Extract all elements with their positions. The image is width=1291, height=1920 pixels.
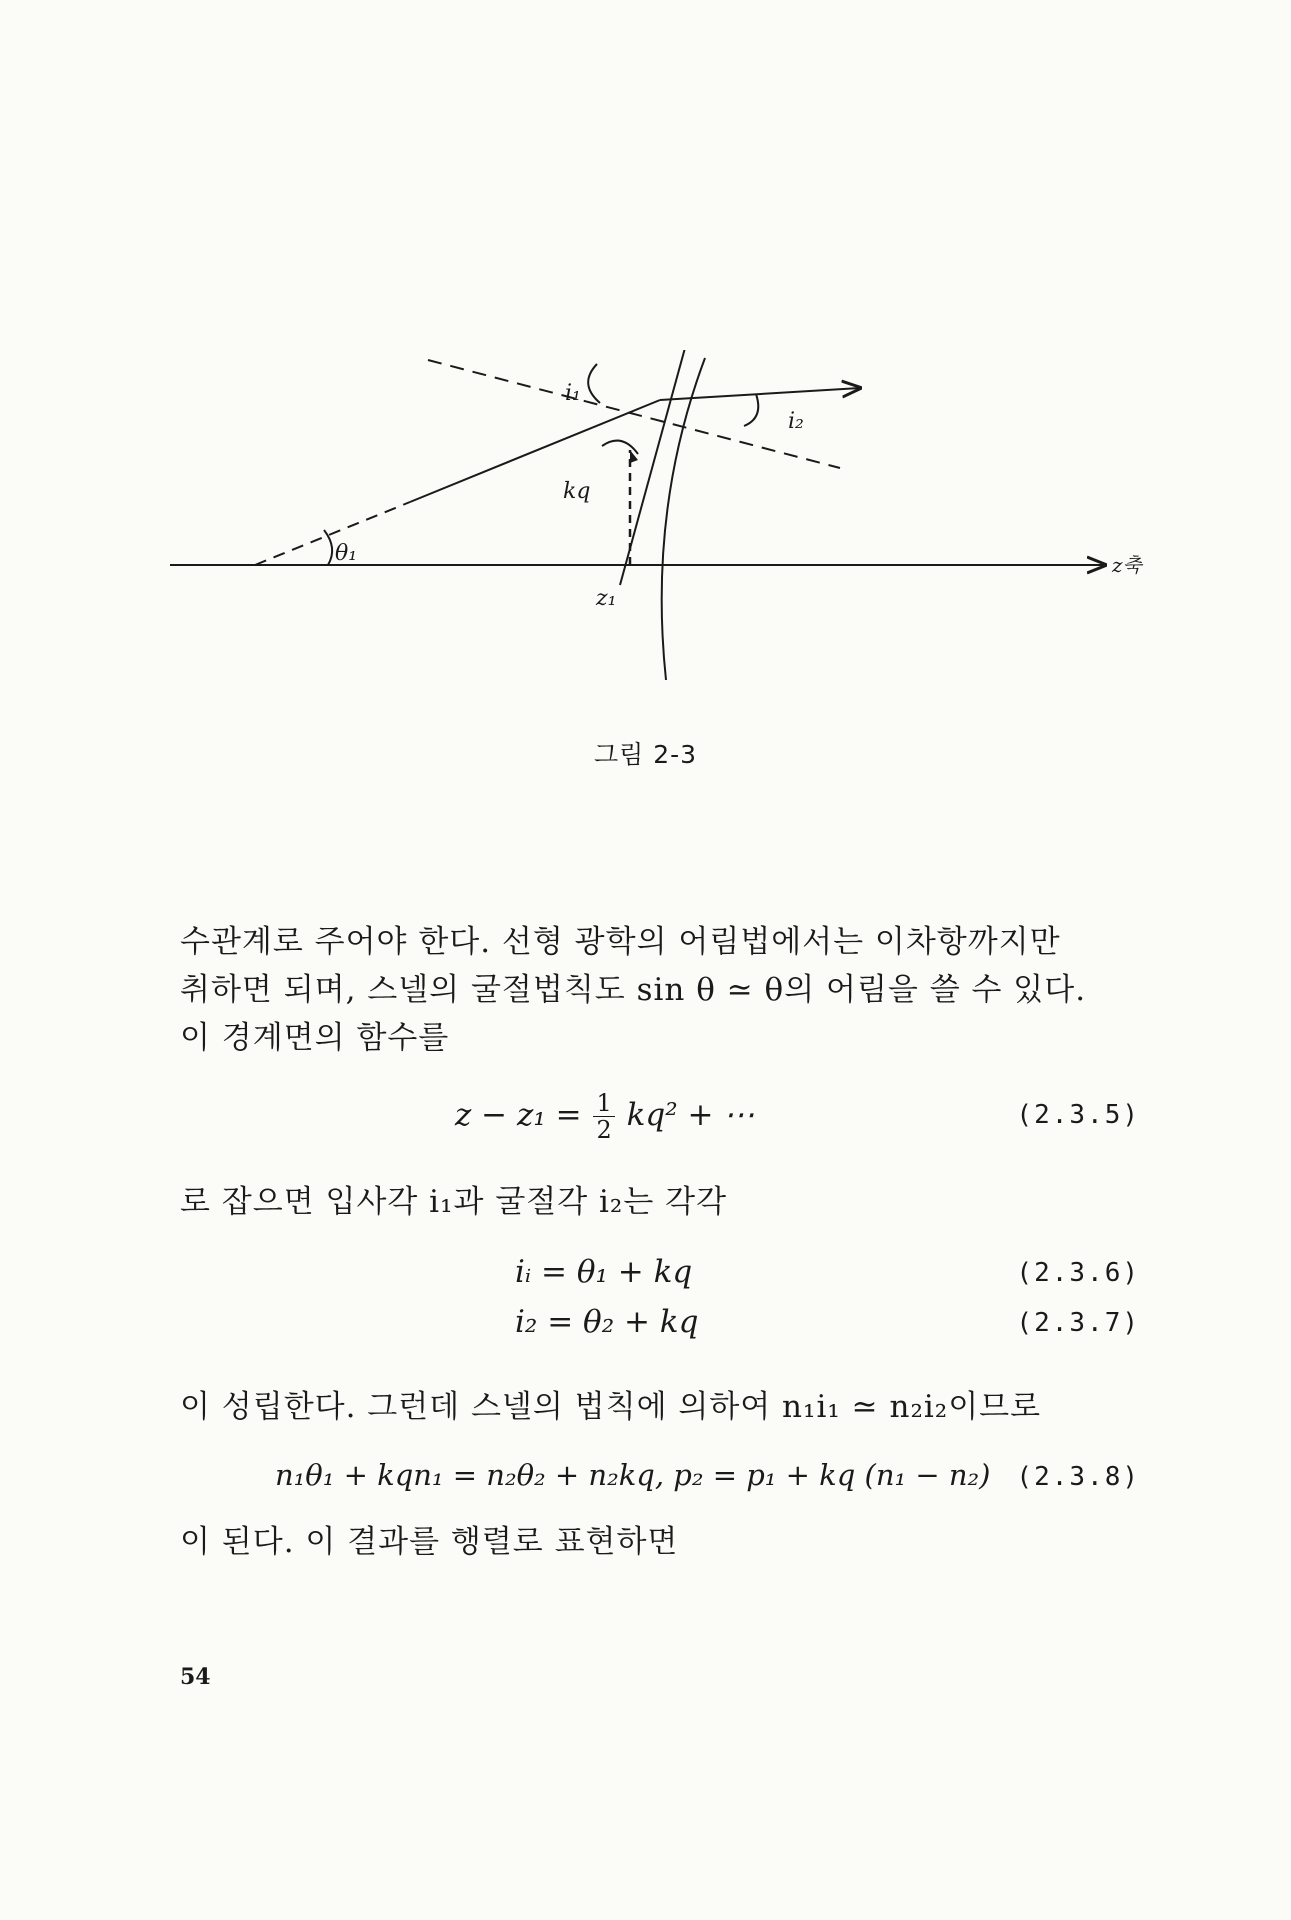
refraction-diagram bbox=[160, 350, 1180, 680]
fraction-numerator: 1 bbox=[593, 1090, 614, 1117]
paragraph-1-line-3: 이 경계면의 함수를 bbox=[180, 1020, 450, 1056]
equation-2-3-5-body bbox=[455, 1090, 754, 1143]
fraction-denominator: 2 bbox=[596, 1116, 612, 1144]
equation-2-3-5-fraction bbox=[593, 1090, 614, 1143]
paragraph-1-line-2: 취하면 되며, 스넬의 굴절법칙도 sin θ ≃ θ의 어림을 쓸 수 있다. bbox=[180, 972, 1087, 1008]
equation-2-3-7-body: i₂ = θ₂ + kq bbox=[515, 1304, 699, 1340]
equation-2-3-5-lhs: z − z₁ = bbox=[455, 1097, 582, 1133]
equation-number-2-3-5: (2.3.5) bbox=[1016, 1100, 1140, 1130]
theta1-angle-arc bbox=[324, 530, 332, 565]
i1-angle-arc bbox=[588, 364, 600, 403]
equation-2-3-7 bbox=[180, 1296, 1140, 1352]
equation-2-3-6-body: iᵢ = θ₁ + kq bbox=[515, 1254, 693, 1290]
paragraph-2: 로 잡으면 입사각 i₁과 굴절각 i₂는 각각 bbox=[180, 1184, 728, 1220]
equation-2-3-8-body: n₁θ₁ + kqn₁ = n₂θ₂ + n₂kq, p₂ = p₁ + kq (n₁ − n₂) bbox=[275, 1458, 991, 1492]
label-i2: i₂ bbox=[788, 409, 804, 434]
refracted-ray bbox=[660, 388, 860, 400]
normal-line bbox=[428, 360, 840, 468]
paragraph-4: 이 된다. 이 결과를 행렬로 표현하면 bbox=[180, 1524, 679, 1560]
label-i1: i₁ bbox=[565, 381, 581, 406]
equation-2-3-8 bbox=[180, 1450, 1140, 1506]
kq-angle-arc bbox=[602, 441, 638, 454]
equation-2-3-5 bbox=[180, 1085, 1140, 1144]
equation-number-2-3-8: (2.3.8) bbox=[1016, 1462, 1140, 1492]
page-number: 54 bbox=[180, 1664, 211, 1690]
paragraph-3: 이 성립한다. 그런데 스넬의 법칙에 의하여 n₁i₁ ≃ n₂i₂이므로 bbox=[180, 1389, 1042, 1425]
label-z-axis: z축 bbox=[1112, 553, 1142, 577]
label-theta1: θ₁ bbox=[335, 541, 358, 566]
equation-2-3-5-rhs: kq² + ⋯ bbox=[626, 1097, 755, 1133]
label-kq: kq bbox=[563, 479, 591, 504]
equation-number-2-3-7: (2.3.7) bbox=[1016, 1308, 1140, 1338]
label-z1: z₁ bbox=[596, 586, 617, 611]
i2-angle-arc bbox=[744, 394, 758, 426]
paragraph-1-line-1: 수관계로 주어야 한다. 선형 광학의 어림법에서는 이차항까지만 bbox=[180, 924, 1061, 960]
incident-ray bbox=[410, 400, 660, 502]
equation-number-2-3-6: (2.3.6) bbox=[1016, 1258, 1140, 1288]
figure-caption: 그림 2-3 bbox=[593, 740, 698, 769]
equation-2-3-6 bbox=[180, 1246, 1140, 1302]
